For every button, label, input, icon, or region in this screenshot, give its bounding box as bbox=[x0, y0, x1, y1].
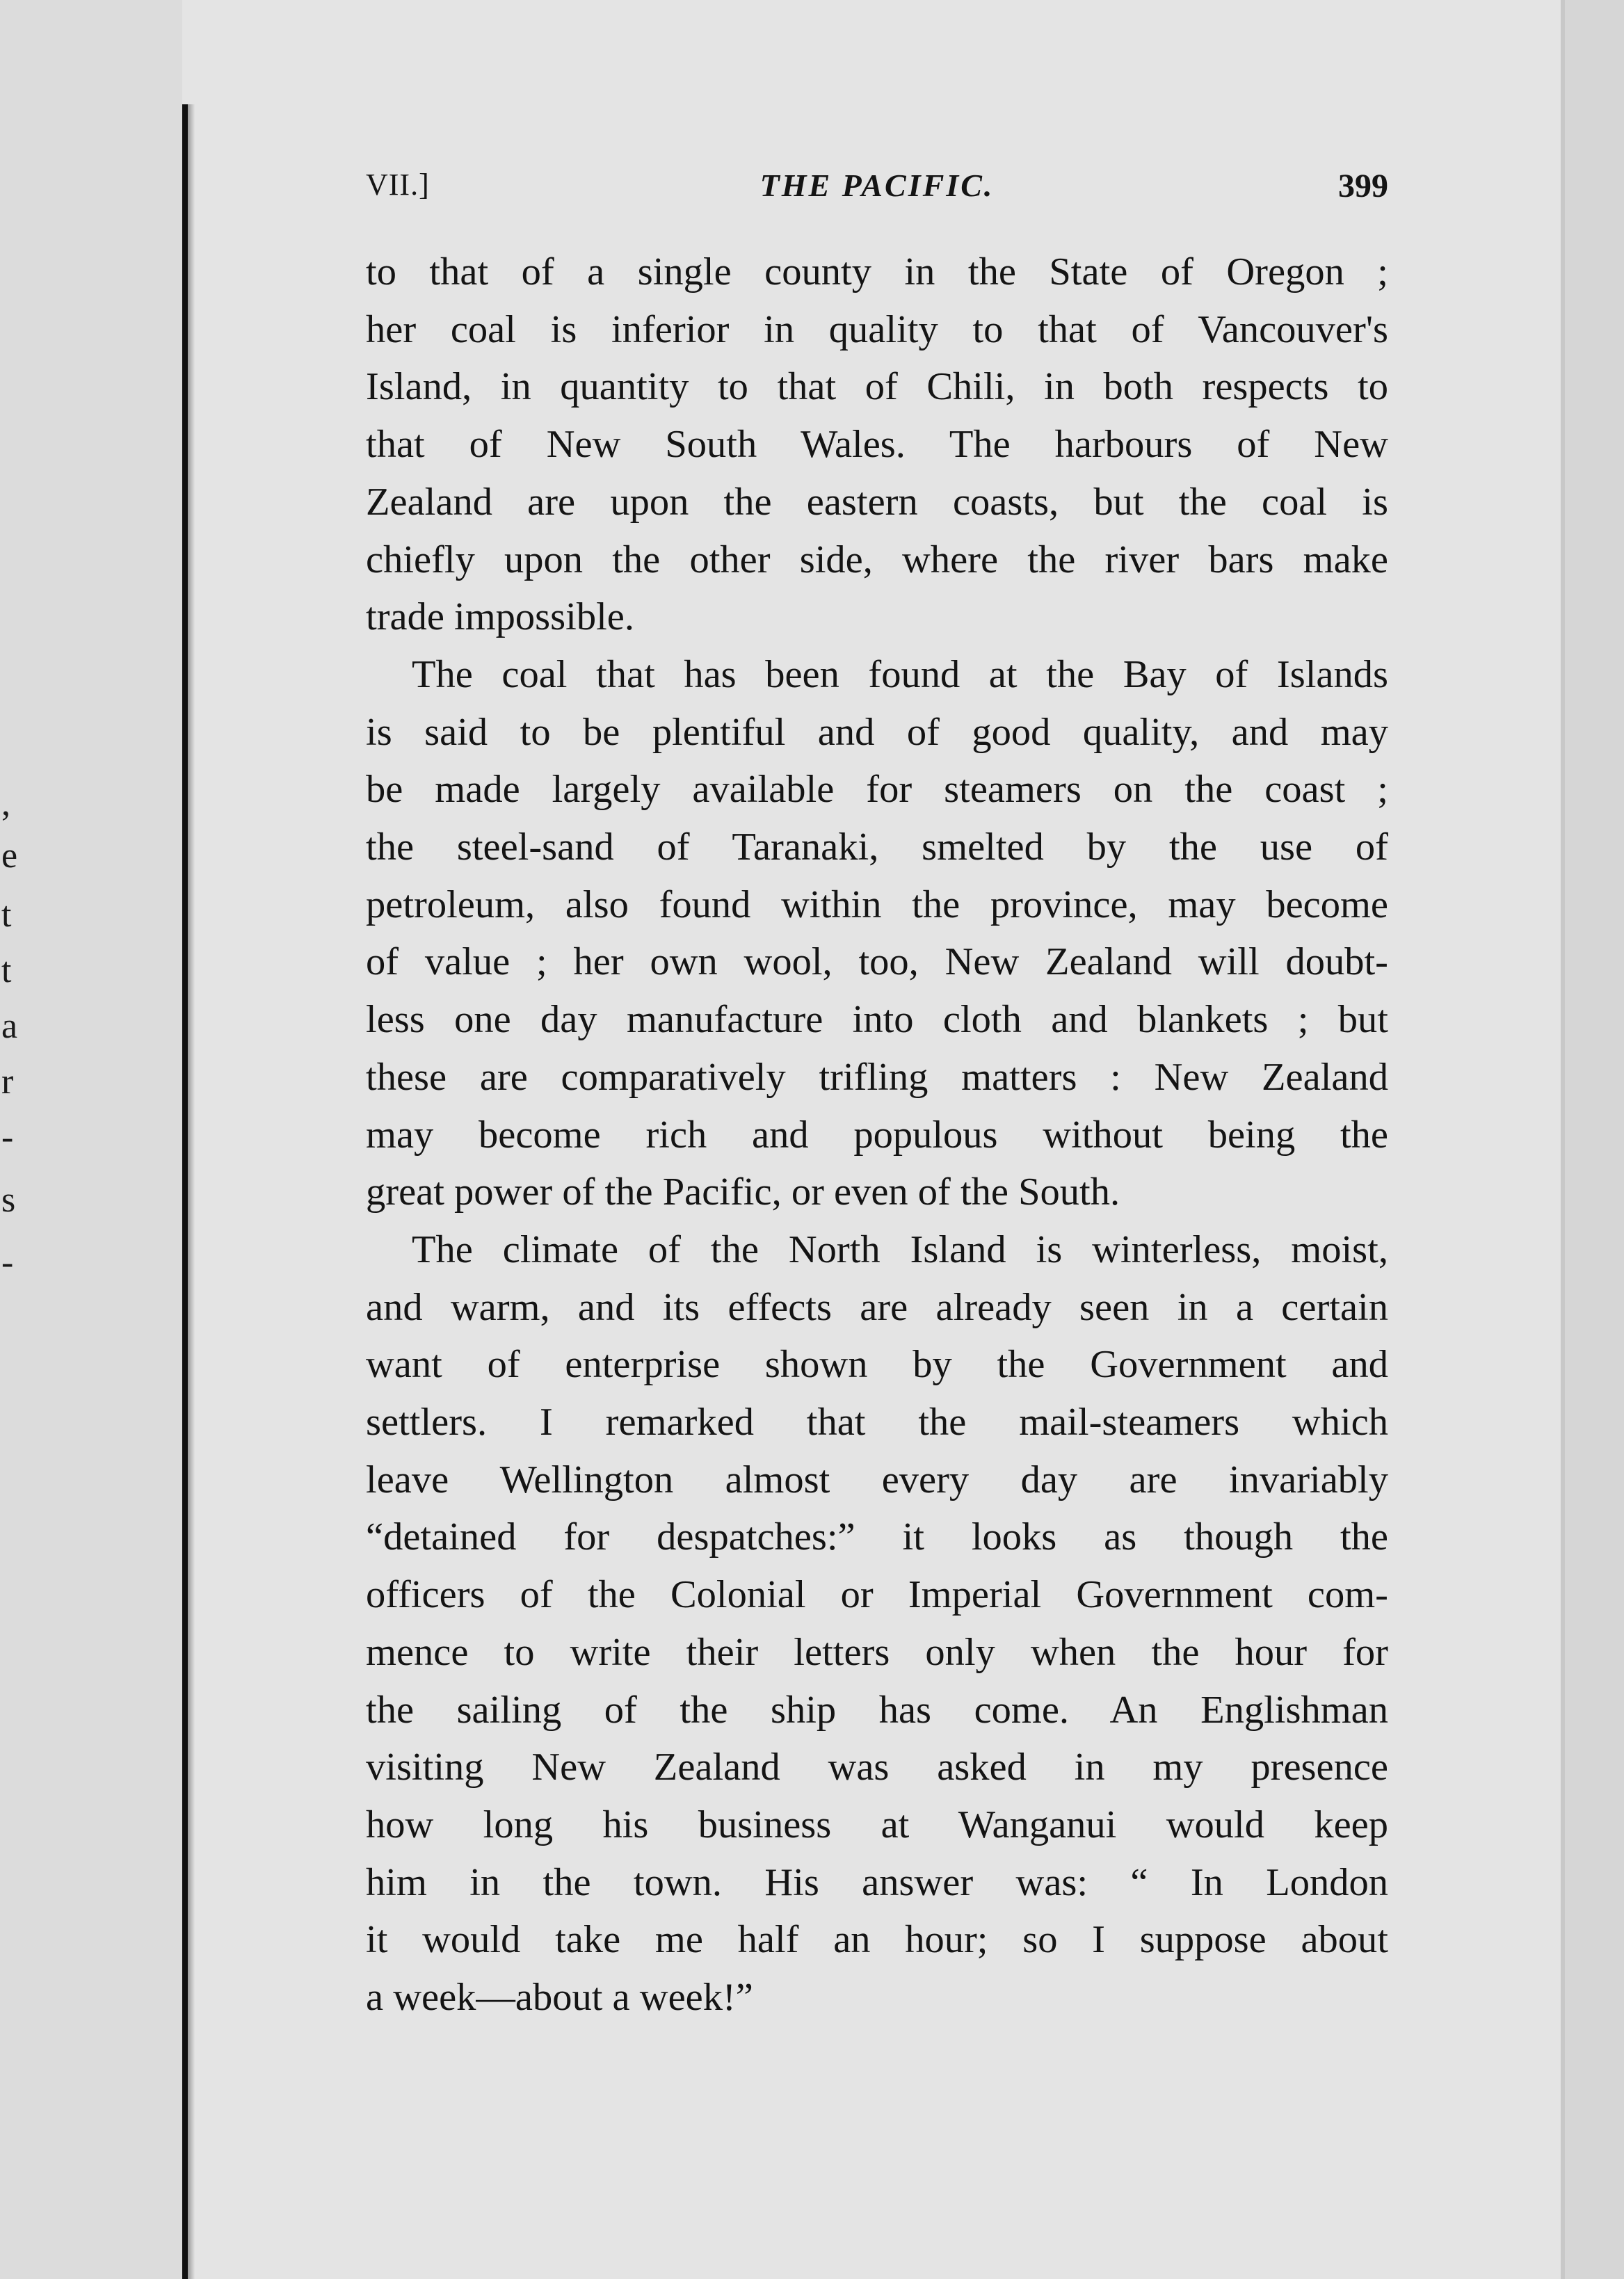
chapter-number: VII.] bbox=[366, 168, 430, 202]
binding-gutter-shadow bbox=[188, 104, 195, 2279]
text-line: that of New South Wales. The harbours of New bbox=[366, 423, 1388, 467]
margin-mark: t bbox=[1, 951, 12, 990]
text-line: mence to write their letters only when the hour for bbox=[366, 1630, 1388, 1674]
text-line: Zealand are upon the eastern coasts, but the coal is bbox=[366, 480, 1388, 524]
text-line: “detained for despatches:” it looks as though the bbox=[366, 1515, 1388, 1559]
paragraph bbox=[366, 243, 1388, 646]
text-line: and warm, and its effects are already seen in a certain bbox=[366, 1285, 1388, 1329]
paragraph bbox=[366, 646, 1388, 1221]
margin-mark: a bbox=[1, 1006, 18, 1046]
body-text bbox=[366, 243, 1388, 2027]
text-line: officers of the Colonial or Imperial Government com- bbox=[366, 1573, 1388, 1617]
margin-mark: s bbox=[1, 1180, 16, 1220]
page-number: 399 bbox=[1338, 168, 1388, 204]
text-line: is said to be plentiful and of good quality, and may bbox=[366, 710, 1388, 754]
text-line: of value ; her own wool, too, New Zealand will doubt- bbox=[366, 940, 1388, 984]
text-line: want of enterprise shown by the Government and bbox=[366, 1343, 1388, 1387]
text-line: be made largely available for steamers on the coast ; bbox=[366, 768, 1388, 812]
text-line: to that of a single county in the State of Oregon ; bbox=[366, 250, 1388, 293]
text-line: petroleum, also found within the province, may become bbox=[366, 883, 1388, 926]
text-line: less one day manufacture into cloth and blankets ; but bbox=[366, 998, 1388, 1042]
margin-mark: , bbox=[1, 784, 10, 823]
text-line: chiefly upon the other side, where the river bars make bbox=[366, 538, 1388, 581]
margin-mark: t bbox=[1, 895, 12, 935]
margin-mark: r bbox=[1, 1062, 14, 1102]
text-line: the steel-sand of Taranaki, smelted by the use of bbox=[366, 826, 1388, 869]
text-line: her coal is inferior in quality to that of Vancouver's bbox=[366, 307, 1388, 351]
text-line: these are comparatively trifling matters : New Zealand bbox=[366, 1055, 1388, 1099]
text-line: The climate of the North Island is winterless, moist, bbox=[412, 1227, 1388, 1271]
text-line: trade impossible. bbox=[366, 595, 635, 639]
margin-mark: e bbox=[1, 836, 18, 876]
running-title: THE PACIFIC. bbox=[759, 168, 995, 203]
margin-mark: - bbox=[1, 1243, 14, 1282]
text-line: visiting New Zealand was asked in my presence bbox=[366, 1746, 1388, 1789]
margin-mark: - bbox=[1, 1118, 14, 1157]
text-line: the sailing of the ship has come. An Englishman bbox=[366, 1688, 1388, 1732]
running-header bbox=[366, 167, 1388, 216]
right-page-edge bbox=[1565, 0, 1624, 2279]
text-line: Island, in quantity to that of Chili, in both respects to bbox=[366, 365, 1388, 409]
binding-gutter-line bbox=[182, 104, 188, 2279]
right-page-border bbox=[1561, 0, 1565, 2279]
text-line: a week—about a week!” bbox=[366, 1976, 753, 2020]
text-line: may become rich and populous without being the bbox=[366, 1113, 1388, 1157]
text-line: it would take me half an hour; so I suppose about bbox=[366, 1918, 1388, 1962]
text-line: how long his business at Wanganui would keep bbox=[366, 1803, 1388, 1846]
paragraph bbox=[366, 1221, 1388, 2027]
text-line: great power of the Pacific, or even of the South. bbox=[366, 1170, 1120, 1214]
text-line: The coal that has been found at the Bay of Islands bbox=[412, 652, 1388, 696]
text-line: settlers. I remarked that the mail-steamers which bbox=[366, 1401, 1388, 1444]
text-line: leave Wellington almost every day are invariably bbox=[366, 1458, 1388, 1501]
text-line: him in the town. His answer was: “ In London bbox=[366, 1860, 1388, 1904]
previous-page-edge bbox=[0, 0, 182, 2279]
